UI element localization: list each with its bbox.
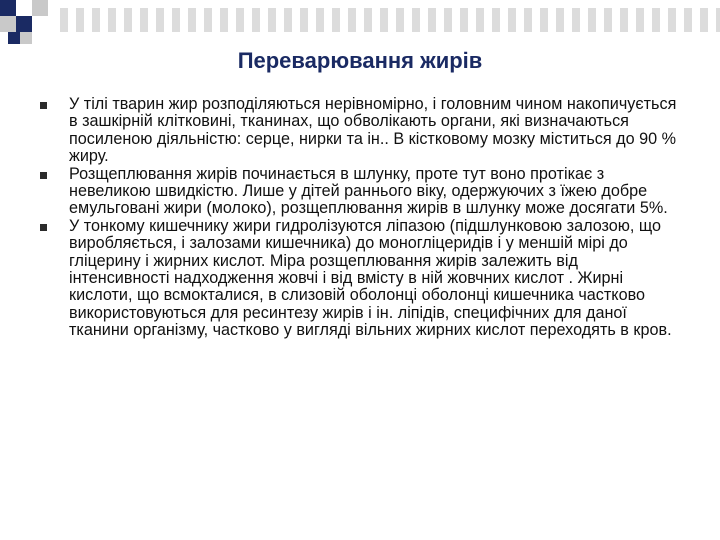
square-bullet-icon [40,224,47,231]
bullet-text: У тілі тварин жир розподіляються нерівномірно, і головним чином накопичується в зашкірній клітковині, тканинах, що обволікають органи, які визначаються посиленою діяльністю: серце, нирки та ін.. В кістковому мозку міститься до 90 % жиру. [69,95,677,166]
decorative-top-stripe [60,8,720,32]
bullet-item [40,96,680,166]
bullet-text: Розщеплювання жирів починається в шлунку, проте тут воно протікає з невеликою швидкістю. Лише у дітей раннього віку, одержуючих з їжею добре емульговані жири (молоко), розщеплювання жирів в шлунку може досягати 5%. [69,164,668,218]
square-bullet-icon [40,172,47,179]
bullet-list [40,96,680,340]
slide-title: Переварювання жирів [237,48,483,73]
square-bullet-icon [40,102,47,109]
bullet-text: У тонкому кишечнику жири гидролізуются ліпазою (підшлунковою залозою, що виробляється, і залозами кишечника) до моногліцеридів і у меншій мірі до гліцерину і жирних кислот. Міра розщеплювання жирів залежить від інтенсивності надходження жовчі і від вмісту в ній жовчних кислот . Жирні кислоти, що всмокталися, в слизовій оболонці оболонці кишечника частково використовуються для ресинтезу жирів і ін. ліпідів, специфічних для даної тканини організму, частково у вигляді вільних жирних кислот переходять в кров. [69,216,672,340]
bullet-item [40,166,680,218]
decorative-corner-pattern [0,0,60,48]
bullet-item [40,218,680,340]
